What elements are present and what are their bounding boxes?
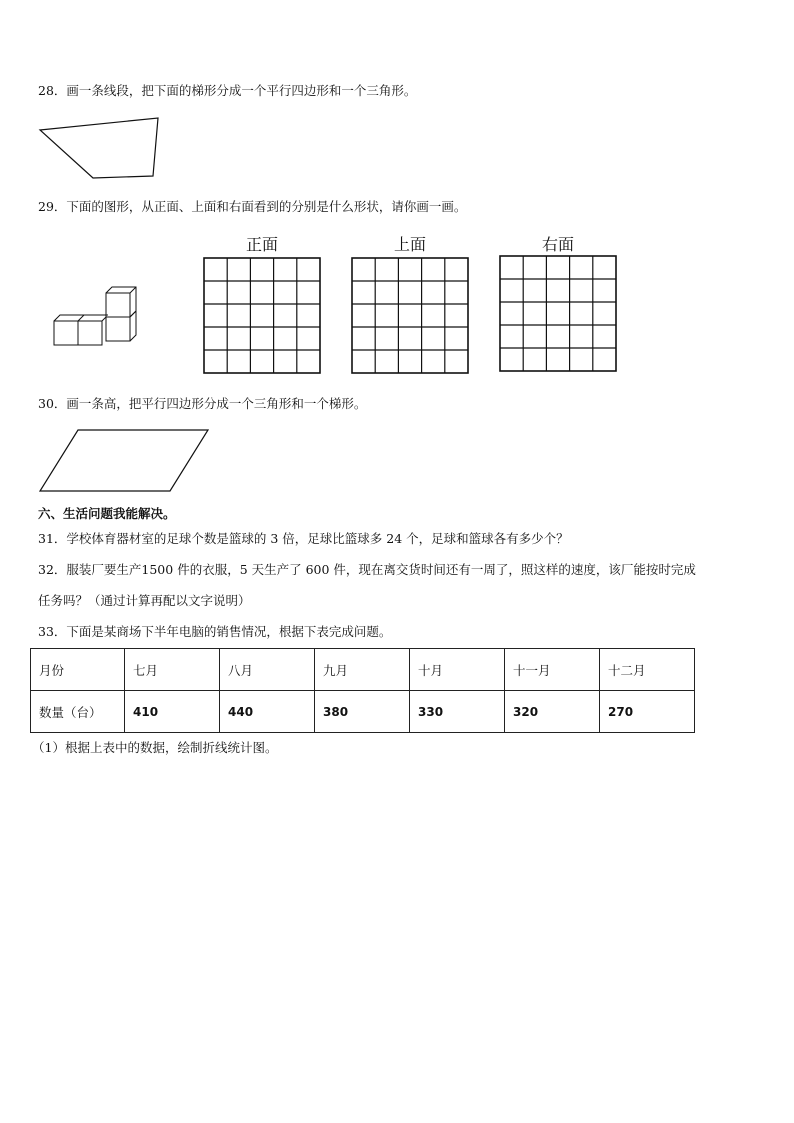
table-row [31,691,695,733]
table-cell: 月份 [31,649,125,691]
question-33-sub1: （1）根据上表中的数据，绘制折线统计图。 [32,740,278,755]
question-28-text: 28．画一条线段，把下面的梯形分成一个平行四边形和一个三角形。 [38,83,417,98]
table-header-row [31,649,695,691]
table-cell: 十月 [410,649,505,691]
table-cell: 270 [600,691,695,733]
question-32-text-line1: 32．服装厂要生产1500 件的衣服，5 天生产了 600 件，现在离交货时间还有一周了，照这样的速度，该厂能按时完成 [38,562,696,577]
question-33-text: 33．下面是某商场下半年电脑的销售情况，根据下表完成问题。 [38,624,392,639]
table-cell: 410 [125,691,220,733]
right-view-grid[interactable] [499,255,617,372]
sales-table [30,648,695,733]
top-view-title: 上面 [393,235,426,254]
table-cell: 十一月 [505,649,600,691]
trapezoid-figure [38,116,163,182]
parallelogram-figure [38,428,210,494]
question-30-text: 30．画一条高，把平行四边形分成一个三角形和一个梯形。 [38,396,367,411]
table-cell: 八月 [220,649,315,691]
table-cell: 七月 [125,649,220,691]
table-cell: 数量（台） [31,691,125,733]
section-6-heading: 六、生活问题我能解决。 [38,506,176,521]
table-cell: 380 [315,691,410,733]
table-cell: 440 [220,691,315,733]
right-view-title: 右面 [541,235,574,254]
question-32-text-line2: 任务吗？（通过计算再配以文字说明） [38,593,251,608]
table-cell: 320 [505,691,600,733]
question-31-text: 31．学校体育器材室的足球个数是篮球的 3 倍，足球比篮球多 24 个，足球和篮球各有多少个？ [38,531,569,546]
top-view-grid[interactable] [351,257,469,374]
table-cell: 九月 [315,649,410,691]
front-view-title: 正面 [245,235,278,254]
front-view-grid[interactable] [203,257,321,374]
table-cell: 十二月 [600,649,695,691]
cube-stack-figure [52,285,142,350]
question-29-text: 29．下面的图形，从正面、上面和右面看到的分别是什么形状，请你画一画。 [38,199,467,214]
table-cell: 330 [410,691,505,733]
